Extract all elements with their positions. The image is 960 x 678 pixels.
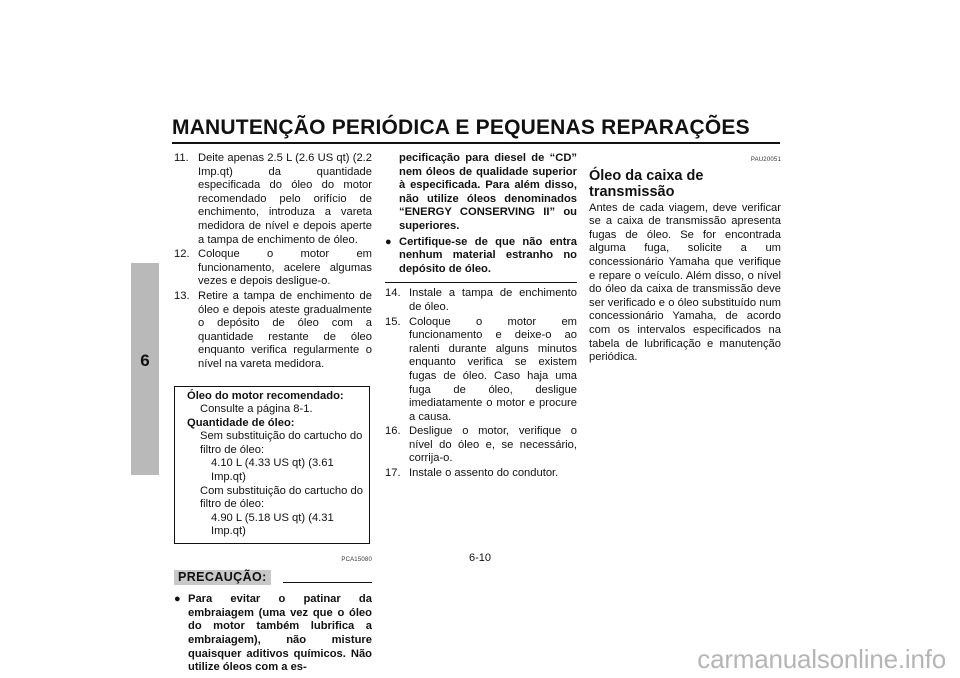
step-number: 17. (385, 467, 401, 480)
step-text: Coloque o motor em funcionamento, acelere algumas vezes e depois desligue-o. (198, 248, 372, 288)
step-text: Desligue o motor, verifique o nível do óleo e, se necessário, corrija-o. (409, 425, 577, 465)
step-13 (174, 290, 372, 372)
oil-value: Consulte a página 8-1. (200, 403, 313, 416)
step-15 (385, 316, 577, 425)
watermark-url: carmanualsonline.info (697, 644, 946, 674)
step-16 (385, 425, 577, 466)
caution-bullet-1 (174, 593, 372, 675)
section-code: PAU20051 (750, 157, 781, 163)
oil-label: Óleo do motor recomendado: (187, 389, 344, 402)
column-1 (174, 152, 372, 675)
caution-bullet-2 (385, 236, 577, 277)
caution-bullet-text: Para evitar o patinar da embraiagem (uma vez que o óleo do motor também lubrifica a embraiagem), não misture quaisquer aditivos químicos. Não utilize óleos com a es- (188, 593, 372, 674)
step-text: Retire a tampa de enchimento de óleo e depois ateste gradualmente o depósito de óleo com a quantidade restante de óleo enquanto verifica regularmente o nível na vareta medidora. (198, 289, 372, 370)
column-2 (385, 152, 577, 482)
oil-spec-box (174, 386, 370, 545)
with-filter-label: Com substituição do cartucho do filtro de óleo: (200, 484, 363, 511)
chapter-tab-label: 6 (140, 351, 150, 370)
caution-header (174, 570, 372, 586)
caution-rule (283, 582, 372, 583)
step-11 (174, 152, 372, 247)
bullet-icon: ● (174, 593, 181, 606)
section-body: Antes de cada viagem, deve verificar se a caixa de transmissão apresenta fugas de óleo. Se for encontrada alguma fuga, solicite a um concessionário Yamaha que verifique e repare o veículo. Além disso, o nível do óleo da caixa de transmissão deve ser verificado e o óleo substituído num concessionário Yamaha, de acordo com os intervalos especificados na tabela de lubrificação e manutenção periódica. (589, 201, 781, 364)
title-rule (172, 142, 780, 144)
section-title: Óleo da caixa de transmissão (589, 167, 704, 200)
step-number: 14. (385, 287, 401, 300)
without-filter-label: Sem substituição do cartucho do filtro de óleo: (200, 430, 363, 456)
step-17 (385, 467, 577, 481)
step-number: 15. (385, 315, 401, 328)
page-number: 6-10 (468, 552, 492, 564)
step-14 (385, 287, 577, 314)
caution-label: PRECAUÇÃO: (174, 570, 271, 586)
step-number: 13. (174, 289, 190, 302)
caution-end-rule (385, 282, 577, 283)
step-12 (174, 248, 372, 289)
chapter-tab (131, 263, 159, 475)
without-filter-value: 4.10 L (4.33 US qt) (3.61 Imp.qt) (211, 457, 334, 484)
step-number: 11. (174, 152, 189, 164)
page-title: MANUTENÇÃO PERIÓDICA E PEQUENAS REPARAÇÕES (172, 116, 750, 139)
step-number: 12. (174, 248, 190, 261)
step-number: 16. (385, 425, 401, 438)
step-text: Deite apenas 2.5 L (2.6 US qt) (2.2 Imp.qt) da quantidade especificada do óleo do motor recomendado pelo orifício de enchimento, introduza a vareta medidora de nível e depois aperte a tampa de enchimento de óleo. (198, 152, 372, 246)
bullet-icon: ● (385, 235, 392, 248)
step-text: Instale o assento do condutor. (409, 467, 559, 480)
quantity-label: Quantidade de óleo: (187, 416, 295, 429)
caution-continued: pecificação para diesel de “CD” nem óleos de qualidade superior à especificada. Para além disso, não utilize óleos denominados “ENERGY CONSERVING II” ou superiores. (399, 152, 577, 232)
caution-bullet-text: Certifique-se de que não entra nenhum material estranho no depósito de óleo. (399, 235, 577, 275)
with-filter-value: 4.90 L (5.18 US qt) (4.31 Imp.qt) (211, 511, 334, 538)
column-3 (589, 152, 781, 365)
step-text: Coloque o motor em funcionamento e deixe-o ao ralenti durante alguns minutos enquanto verifica se existem fugas de óleo. Caso haja uma fuga de óleo, desligue imediatamente o motor e procure a causa. (409, 315, 577, 423)
step-text: Instale a tampa de enchimento de óleo. (409, 287, 577, 313)
caution-code: PCA15080 (341, 557, 372, 564)
